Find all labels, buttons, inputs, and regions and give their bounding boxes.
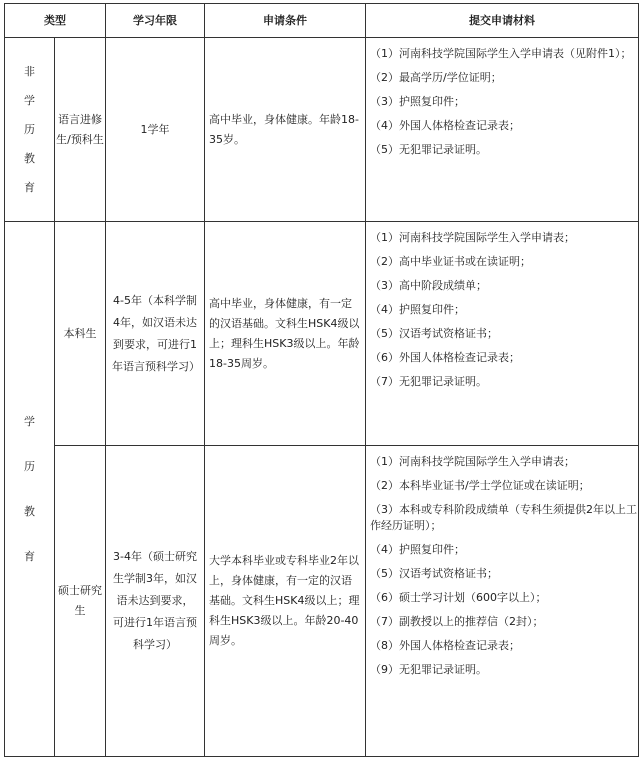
header-conditions: 申请条件 [205, 4, 366, 38]
material-item: （7）副教授以上的推荐信（2封）； [370, 615, 544, 628]
admission-requirements-table [4, 3, 639, 757]
header-type: 类型 [5, 4, 106, 38]
material-item: （3）护照复印件； [370, 95, 465, 108]
material-item: （5）汉语考试资格证书； [370, 327, 498, 340]
material-item: （3）高中阶段成绩单； [370, 279, 487, 292]
material-item: （6）硕士学习计划（600字以上）； [370, 591, 547, 604]
materials-master-student [366, 446, 639, 757]
admission-requirements-table-wrapper [4, 3, 639, 757]
header-duration: 学习年限 [106, 4, 205, 38]
material-item: （4）护照复印件； [370, 303, 465, 316]
subtype-undergraduate: 本科生 [55, 222, 106, 446]
row-master-student [5, 446, 639, 757]
group-char: 历 [24, 123, 35, 136]
material-item: （5）汉语考试资格证书； [370, 567, 498, 580]
subtype-master-student: 硕士研究生 [55, 446, 106, 757]
material-item: （8）外国人体格检查记录表； [370, 639, 520, 652]
material-item: （7）无犯罪记录证明。 [370, 375, 487, 388]
material-item: （3）本科或专科阶段成绩单（专科生须提供2年以上工作经历证明）； [370, 503, 637, 532]
group-char: 育 [24, 181, 35, 194]
material-item: （2）本科毕业证书/学士学位证或在读证明； [370, 479, 590, 492]
group-char: 教 [24, 505, 35, 518]
group-char: 学 [24, 415, 35, 428]
materials-undergraduate [366, 222, 639, 446]
material-item: （4）外国人体格检查记录表； [370, 119, 520, 132]
material-item: （9）无犯罪记录证明。 [370, 663, 487, 676]
header-materials: 提交申请材料 [366, 4, 639, 38]
group-degree-education [5, 222, 55, 757]
header-row [5, 4, 639, 38]
group-char: 学 [24, 94, 35, 107]
conditions-language-student: 高中毕业，身体健康。年龄18-35岁。 [205, 38, 366, 222]
material-item: （1）河南科技学院国际学生入学申请表（见附件1）； [370, 47, 632, 60]
material-item: （1）河南科技学院国际学生入学申请表； [370, 455, 575, 468]
group-non-degree-education [5, 38, 55, 222]
material-item: （2）最高学历/学位证明； [370, 71, 502, 84]
subtype-language-student: 语言进修生/预科生 [55, 38, 106, 222]
group-char: 育 [24, 550, 35, 563]
materials-language-student [366, 38, 639, 222]
duration-master-student: 3-4年（硕士研究生学制3年，如汉语未达到要求，可进行1年语言预科学习） [106, 446, 205, 757]
group-char: 教 [24, 152, 35, 165]
duration-undergraduate: 4-5年（本科学制4年，如汉语未达到要求，可进行1年语言预科学习） [106, 222, 205, 446]
row-language-student [5, 38, 639, 222]
conditions-master-student: 大学本科毕业或专科毕业2年以上，身体健康，有一定的汉语基础。文科生HSK4级以上；理科生HSK3级以上。年龄20-40周岁。 [205, 446, 366, 757]
material-item: （2）高中毕业证书或在读证明； [370, 255, 531, 268]
duration-language-student: 1学年 [106, 38, 205, 222]
group-char: 历 [24, 460, 35, 473]
row-undergraduate [5, 222, 639, 446]
material-item: （1）河南科技学院国际学生入学申请表； [370, 231, 575, 244]
material-item: （6）外国人体格检查记录表； [370, 351, 520, 364]
conditions-undergraduate: 高中毕业，身体健康，有一定的汉语基础。文科生HSK4级以上；理科生HSK3级以上。年龄18-35周岁。 [205, 222, 366, 446]
group-char: 非 [24, 65, 35, 78]
material-item: （5）无犯罪记录证明。 [370, 143, 487, 156]
material-item: （4）护照复印件； [370, 543, 465, 556]
